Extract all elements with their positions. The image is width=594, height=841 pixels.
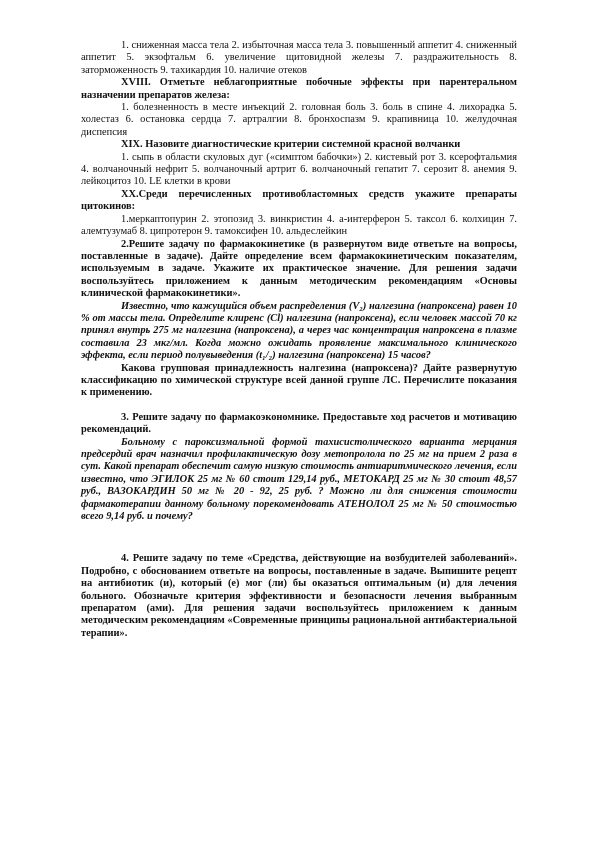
answer-options: 1. сниженная масса тела 2. избыточная масса тела 3. повышенный аппетит 4. сниженный аппетит 5. экзофтальм 6. увеличение щитовидной железы 7. раздражительность 8. заторможенность 9. тахикардия 10. наличие отеков [81,40,517,76]
answer-options: 1. болезненность в месте инъекций 2. головная боль 3. боль в спине 4. лихорадка 5. холестаз 6. остановка сердца 7. артралгии 8. бронхоспазм 9. крапивница 10. желудочная диспепсия [81,102,517,138]
task-paragraph: Какова групповая принадлежность налгезина (напроксена)? Дайте развернутую классификацию по химической структуре всей данной группе ЛС. Перечислите показания к применению. [81,362,517,399]
spacer [81,523,517,553]
question-heading: XIX. Назовите диагностические критерии системной красной волчанки [121,139,461,151]
case-paragraph: Больному с пароксизмальной формой тахисистолического варианта мерцания предсердий врач назначил профилактическую дозу метопролола по 25 мг на прием 2 раза в сут. Какой препарат обеспечит самую низкую стоимость антиаритмического лечения, если известно, что ЭГИЛОК 25 мг № 60 стоит 129,14 руб., МЕТОКАРД 25 мг № 30 стоит 48,57 руб., ВАЗОКАРДИН 50 мг № 20 - 92, 25 руб. ? Можно ли для снижения стоимости фармакотерапии данному больному порекомендовать АТЕНОЛОЛ 25 мг № 50 стоимостью всего 9,14 руб. и почему? [81,436,517,523]
question-heading: XVIII. Отметьте неблагоприятные побочные эффекты при парентеральном назначении препаратов железа: [81,77,517,101]
question-heading: XX.Среди перечисленных противобластомных средств укажите препараты цитокинов: [81,188,517,213]
task-paragraph: 2.Решите задачу по фармакокинетике (в развернутом виде ответьте на вопросы, поставленные в задаче). Дайте определение всем фармакокинетическим показателям, используемым в задаче. Укажите их практическое значение. Для решения задачи воспользуйтесь приложением к данным методическим рекомендациям «Основы клинической фармакокинетики». [81,238,517,300]
document-page [81,40,517,640]
task-paragraph: 3. Решите задачу по фармакоэкономнике. Предоставьте ход расчетов и мотивацию рекомендаций. [81,411,517,436]
spacer [81,400,517,412]
answer-options: 1. сыпь в области скуловых дуг («симптом бабочки») 2. кистевый рот 3. ксерофтальмия 4. волчаночный нефрит 5. волчаночный артрит 6. волчаночный гепатит 7. серозит 8. анемия 9. лейкоцитоз 10. LE клетки в крови [81,151,517,188]
task-paragraph: 4. Решите задачу по теме «Средства, действующие на возбудителей заболеваний». Подробно, с обоснованием ответьте на вопросы, поставленные в задаче. Выпишите рецепт на антибиотик (и), который (е) мог (ли) бы оказаться оптимальным (и) для лечения больного. Обозначьте критерия эффективности и безопасности лечения выбранным препаратом (ами). Для решения задачи воспользуйтесь приложением к данным методическим рекомендациям «Современные принципы рациональной антибактериальной терапии». [81,553,517,639]
case-paragraph: Известно, что кажущийся объем распределения (V₂) налгезина (напроксена) равен 10 % от массы тела. Определите клиренс (Cl) налгезина (напроксена), если человек массой 70 кг принял внутрь 275 мг налгезина (напроксена), а через час концентрация напроксена в плазме составила 23 мкг/мл. Когда можно ожидать проявление максимального клинического эффекта, если период полувыведения (t₁/₂) налгезина (напроксена) 15 часов? [81,300,517,362]
answer-options: 1.меркаптопурин 2. этопозид 3. винкристин 4. а-интерферон 5. таксол 6. колхицин 7. алемтузумаб 8. ципротерон 9. тамоксифен 10. альдеслейкин [81,213,517,238]
